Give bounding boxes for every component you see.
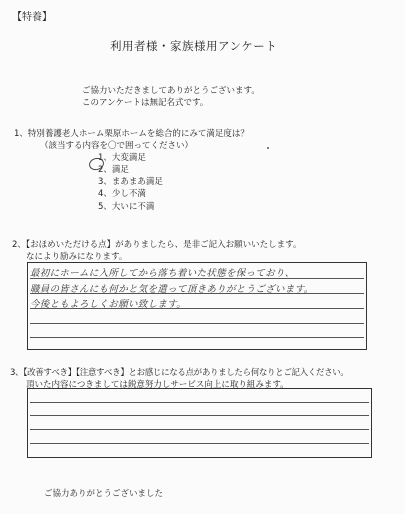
stray-mark	[267, 147, 269, 149]
q2-answer-box[interactable]	[27, 262, 367, 350]
q1-option-5[interactable]: 5、大いに不満	[98, 202, 155, 212]
answer-rule	[30, 337, 364, 338]
closing-thanks: ご協力ありがとうございました	[44, 489, 164, 499]
answer-rule	[30, 402, 369, 403]
q2-prompt-line-2: なにより励みになります。	[26, 252, 128, 262]
q3-prompt-line-2: 頂いた内容につきましては鋭意努力しサービス向上に取り組みます。	[26, 380, 289, 390]
q3-answer-box[interactable]	[27, 388, 372, 458]
handwritten-line-3: 今後ともよろしくお願い致します。	[30, 299, 187, 310]
answer-rule	[30, 429, 369, 430]
q1-question: 1、特別養護老人ホーム栗原ホームを総合的にみて満足度は？	[14, 129, 249, 139]
q1-option-2[interactable]: 2、満足	[98, 165, 129, 175]
intro-line-1: ご協力いただきましてありがとうございます。	[82, 86, 260, 96]
survey-title: 利用者様・家族様用アンケート	[110, 39, 278, 53]
q2-prompt-line-1: 2、【おほめいただける点】がありましたら、是非ご記入お願いいたします。	[12, 240, 302, 250]
q1-option-3[interactable]: 3、まあまあ満足	[98, 177, 163, 187]
q1-instruction: （該当する内容を〇で囲ってください）	[40, 141, 194, 151]
answer-rule	[30, 323, 364, 324]
q3-prompt-line-1: 3、【改善すべき】【注意すべき】とお感じになる点がありましたら何なりとご記入ください。	[10, 368, 349, 378]
header-tag: 【特養】	[12, 12, 52, 23]
answer-rule	[30, 415, 369, 416]
answer-rule	[30, 443, 369, 444]
q1-option-1[interactable]: 1、大変満足	[98, 153, 146, 163]
intro-line-2: このアンケートは無記名式です。	[82, 98, 209, 108]
q1-option-4[interactable]: 4、少し不満	[98, 189, 146, 199]
handwritten-line-2: 職員の皆さんにも何かと気を遣って頂きありがとうございます。	[30, 284, 314, 295]
handwritten-line-1: 最初にホームに入所してから落ち着いた状態を保っており、	[30, 268, 295, 279]
